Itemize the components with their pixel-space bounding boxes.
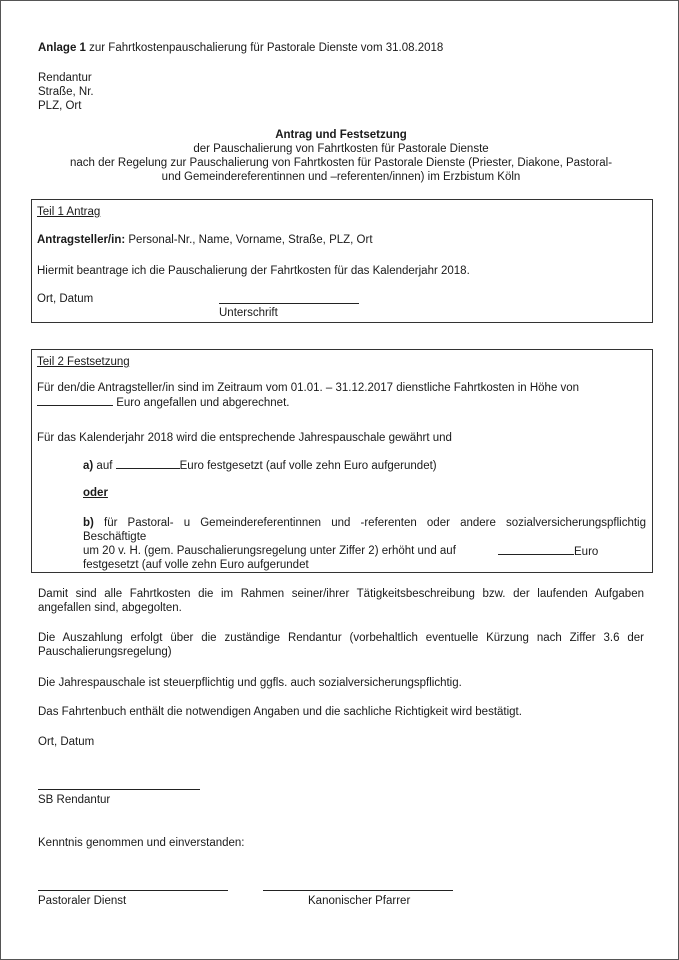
part1-heading: Teil 1 Antrag <box>37 206 101 218</box>
option-b <box>83 516 646 544</box>
option-b-line-2-end: Euro <box>574 546 599 558</box>
applicant-label: Antragsteller/in: <box>37 234 126 246</box>
annex-text: zur Fahrtkostenpauschalierung für Pastorale Dienste vom 31.08.2018 <box>85 42 444 54</box>
section-part1-application <box>31 199 653 323</box>
applicant-signature-line <box>219 303 359 304</box>
option-b-line-2-right <box>498 544 598 559</box>
annex-label: Anlage 1 <box>38 42 86 54</box>
option-a-text-start: auf <box>93 460 116 472</box>
option-b-line-2 <box>83 544 456 558</box>
place-date-label-2: Ort, Datum <box>38 736 95 748</box>
option-b-line-2-start: um 20 v. H. (gem. Pauschalierungsregelung unter Ziffer 2) erhöht und auf <box>83 545 456 557</box>
logbook-paragraph: Das Fahrtenbuch enthält die notwendigen Angaben und die sachliche Richtigkeit wird bestätigt. <box>38 706 522 718</box>
costs-text-end: Euro angefallen und abgerechnet. <box>113 397 290 409</box>
canonical-pastor-label: Kanonischer Pfarrer <box>308 895 411 907</box>
option-a-text-end: Euro festgesetzt (auf volle zehn Euro aufgerundet) <box>179 460 437 472</box>
acknowledgement-text: Kenntnis genommen und einverstanden: <box>38 837 245 849</box>
settled-paragraph: Damit sind alle Fahrtkosten die im Rahmen seiner/ihrer Tätigkeitsbeschreibung bzw. der laufenden Aufgaben angefallen sind, abgegolten. <box>38 588 644 614</box>
request-text: Hiermit beantrage ich die Pauschalierung der Fahrtkosten für das Kalenderjahr 2018. <box>37 265 470 277</box>
part2-heading: Teil 2 Festsetzung <box>37 356 130 368</box>
option-a <box>83 458 437 473</box>
address-block <box>38 71 94 113</box>
applicant-fields: Personal-Nr., Name, Vorname, Straße, PLZ, Ort <box>125 234 373 246</box>
address-line-3: PLZ, Ort <box>38 100 82 112</box>
place-date-label: Ort, Datum <box>37 293 94 305</box>
address-line-1: Rendantur <box>38 72 92 84</box>
sb-rendantur-label: SB Rendantur <box>38 794 111 806</box>
title-subline-2: nach der Regelung zur Pauschalierung von Fahrtkosten für Pastorale Dienste (Priester, Diakone, Pastoral- <box>69 157 613 169</box>
section-part2-determination <box>31 349 653 573</box>
costs-amount-blank <box>37 395 113 406</box>
option-b-line-3: festgesetzt (auf volle zehn Euro aufgerundet <box>83 559 309 571</box>
option-a-label: a) <box>83 460 94 472</box>
pastor-signature-line <box>263 890 453 891</box>
oder-label: oder <box>83 487 108 499</box>
pastoral-signature-line <box>38 890 228 891</box>
option-b-amount-blank <box>498 544 574 555</box>
signature-label: Unterschrift <box>219 307 278 319</box>
payout-paragraph: Die Auszahlung erfolgt über die zuständige Rendantur (vorbehaltlich eventuelle Kürzung nach Ziffer 3.6 der Pauschalierungsregelung) <box>38 632 644 658</box>
title-block <box>21 128 661 184</box>
option-b-label: b) <box>83 517 94 529</box>
option-a-amount-blank <box>116 458 180 469</box>
title-subline-3: und Gemeindereferentinnen und –referenten/innen) im Erzbistum Köln <box>161 171 521 183</box>
costs-paragraph <box>37 381 645 410</box>
applicant-line <box>37 233 373 247</box>
title-subline-1: der Pauschalierung von Fahrtkosten für Pastorale Dienste <box>193 143 489 155</box>
annual-flatrate-text: Für das Kalenderjahr 2018 wird die entsprechende Jahrespauschale gewährt und <box>37 432 452 444</box>
pastoral-service-label: Pastoraler Dienst <box>38 895 127 907</box>
tax-paragraph: Die Jahrespauschale ist steuerpflichtig und ggfls. auch sozialversicherungspflichtig. <box>38 677 462 689</box>
document-title: Antrag und Festsetzung <box>275 129 407 141</box>
costs-text-start: Für den/die Antragsteller/in sind im Zeitraum vom 01.01. – 31.12.2017 dienstliche Fahrtkosten in Höhe von <box>37 382 580 394</box>
address-line-2: Straße, Nr. <box>38 86 94 98</box>
sb-rendantur-signature-line <box>38 789 200 790</box>
option-b-line-1: für Pastoral- u Gemeindereferentinnen und -referenten oder andere sozialversicherungspflichtig Beschäftigte <box>83 517 646 543</box>
annex-heading <box>38 41 443 55</box>
